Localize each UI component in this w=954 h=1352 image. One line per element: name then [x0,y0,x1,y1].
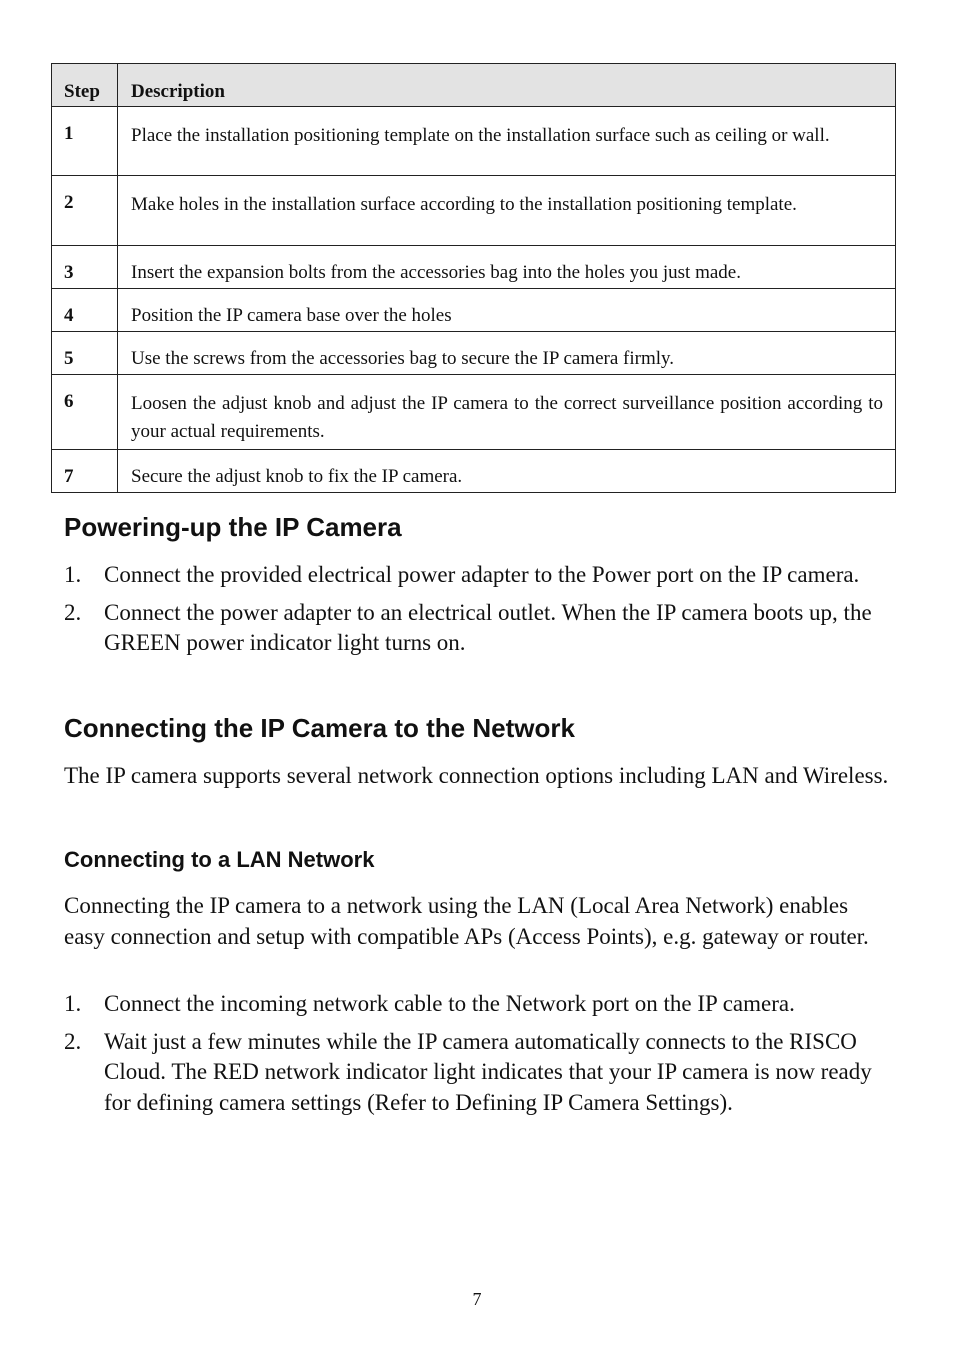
table-row [52,289,896,332]
page-number: 7 [472,1289,482,1309]
list-item-number: 2. [64,1028,82,1054]
powering-up-heading: Powering-up the IP Camera [64,512,402,542]
table-row [52,107,896,176]
network-intro-paragraph: The IP camera supports several network connection options including LAN and Wireless. [64,763,889,788]
list-item-number: 1. [64,562,82,587]
step-description: Loosen the adjust knob and adjust the IP camera to the correct surveillance position according to your actual requirements. [118,375,896,450]
table-row [52,332,896,375]
step-description: Insert the expansion bolts from the accessories bag into the holes you just made. [118,246,896,289]
list-item-text: Connect the provided electrical power adapter to the Power port on the IP camera. [104,562,860,587]
lan-steps-list [64,989,894,1125]
list-item [64,1027,894,1119]
lan-network-heading: Connecting to a LAN Network [64,847,375,872]
table-header-row [52,64,896,107]
step-description: Use the screws from the accessories bag to secure the IP camera firmly. [118,332,896,375]
step-description: Secure the adjust knob to fix the IP camera. [118,450,896,493]
step-description: Place the installation positioning template on the installation surface such as ceiling or wall. [118,107,896,176]
network-connection-heading: Connecting the IP Camera to the Network [64,713,575,743]
list-item [64,989,894,1020]
list-item [64,598,894,659]
table-row [52,375,896,450]
table-row [52,176,896,246]
step-description: Make holes in the installation surface according to the installation positioning template. [118,176,896,246]
list-item-text: Connect the incoming network cable to the Network port on the IP camera. [104,991,795,1016]
description-column-header: Description [118,64,896,107]
step-number: 3 [52,246,118,289]
list-item-number: 2. [64,599,82,625]
step-description: Position the IP camera base over the holes [118,289,896,332]
step-number: 2 [52,176,118,246]
table-row [52,246,896,289]
list-item-text: Wait just a few minutes while the IP camera automatically connects to the RISCO Cloud. The RED network indicator light indicates that your IP camera is now ready for defining camera settings (Refer to Defining IP Camera Settings). [104,1028,872,1115]
step-column-header: Step [52,64,118,107]
list-item-text: Connect the power adapter to an electrical outlet. When the IP camera boots up, the GREEN power indicator light turns on. [104,599,872,655]
table-row [52,450,896,493]
step-number: 4 [52,289,118,332]
step-number: 5 [52,332,118,375]
list-item-number: 1. [64,991,82,1016]
step-number: 7 [52,450,118,493]
installation-steps-table [51,63,896,493]
lan-intro-paragraph: Connecting the IP camera to a network using the LAN (Local Area Network) enables easy connection and setup with compatible APs (Access Points), e.g. gateway or router. [64,893,869,949]
powering-up-steps-list [64,560,894,666]
list-item [64,560,894,591]
step-number: 1 [52,107,118,176]
step-number: 6 [52,375,118,450]
